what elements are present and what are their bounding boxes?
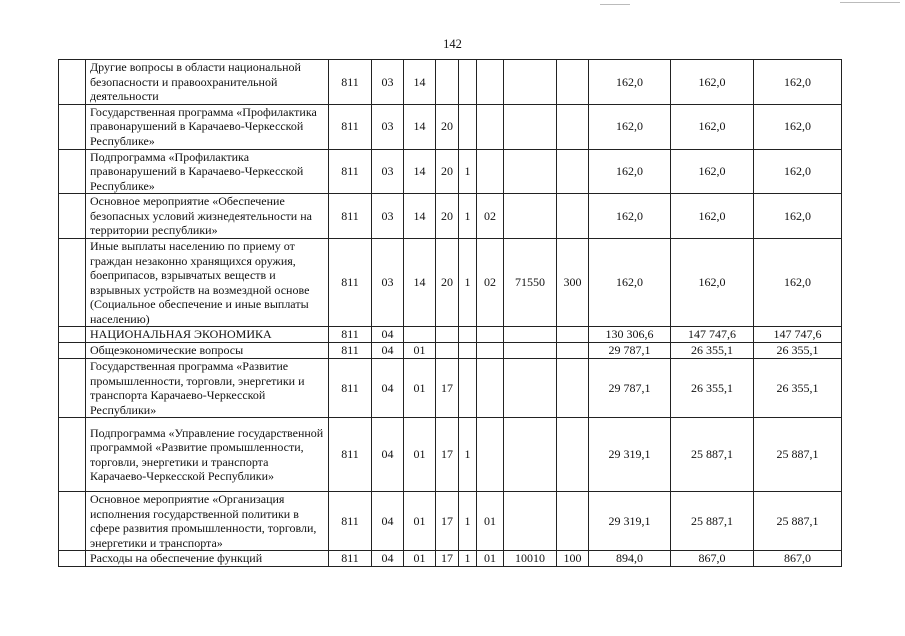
cell-c3: 01 <box>404 551 436 567</box>
cell-c6 <box>477 327 504 343</box>
cell-v1: 29 319,1 <box>589 492 671 551</box>
cell-c3: 14 <box>404 104 436 149</box>
table-row <box>59 492 842 551</box>
cell-c5: 1 <box>459 239 477 327</box>
table-row <box>59 149 842 194</box>
row-name: Иные выплаты населению по приему от граждан незаконно хранящихся оружия, боеприпасов, взрывчатых веществ и взрывных устройств на возмездной основе (Социальное обеспечение и иные выплаты населению) <box>86 239 329 327</box>
cell-c6 <box>477 60 504 105</box>
row-name: Государственная программа «Развитие промышленности, торговли, энергетики и транспорта Карачаево-Черкесской Республики» <box>86 359 329 418</box>
cell-c8 <box>557 359 589 418</box>
cell-c8 <box>557 149 589 194</box>
cell-v3: 162,0 <box>754 239 842 327</box>
cell-c6: 01 <box>477 551 504 567</box>
cell-c3: 14 <box>404 239 436 327</box>
cell-c7: 10010 <box>504 551 557 567</box>
row-margin-cell <box>59 104 86 149</box>
cell-c2: 03 <box>372 239 404 327</box>
cell-c6 <box>477 418 504 492</box>
cell-c6 <box>477 359 504 418</box>
cell-v1: 162,0 <box>589 239 671 327</box>
cell-c7 <box>504 60 557 105</box>
row-margin-cell <box>59 492 86 551</box>
table-row <box>59 418 842 492</box>
scan-artifact <box>840 2 900 3</box>
row-name: Государственная программа «Профилактика правонарушений в Карачаево-Черкесской Республике» <box>86 104 329 149</box>
cell-c6 <box>477 149 504 194</box>
cell-c6 <box>477 343 504 359</box>
cell-c1: 811 <box>329 60 372 105</box>
row-name: Основное мероприятие «Организация исполнения государственной политики в сфере развития промышленности, торговли, энергетики и транспорта» <box>86 492 329 551</box>
cell-c3: 14 <box>404 60 436 105</box>
cell-c7: 71550 <box>504 239 557 327</box>
cell-v3: 162,0 <box>754 194 842 239</box>
cell-c7 <box>504 194 557 239</box>
cell-c2: 04 <box>372 343 404 359</box>
cell-c3: 01 <box>404 418 436 492</box>
cell-v3: 147 747,6 <box>754 327 842 343</box>
row-margin-cell <box>59 418 86 492</box>
cell-v2: 162,0 <box>671 149 754 194</box>
cell-v3: 162,0 <box>754 104 842 149</box>
cell-v1: 162,0 <box>589 194 671 239</box>
cell-c4: 17 <box>436 359 459 418</box>
page-number: 142 <box>443 37 462 51</box>
cell-c8 <box>557 492 589 551</box>
row-name: НАЦИОНАЛЬНАЯ ЭКОНОМИКА <box>86 327 329 343</box>
cell-c8: 100 <box>557 551 589 567</box>
cell-c7 <box>504 104 557 149</box>
cell-v3: 162,0 <box>754 60 842 105</box>
cell-c3 <box>404 327 436 343</box>
table-row <box>59 194 842 239</box>
cell-c2: 03 <box>372 104 404 149</box>
cell-v3: 867,0 <box>754 551 842 567</box>
row-margin-cell <box>59 194 86 239</box>
cell-c5: 1 <box>459 492 477 551</box>
cell-c1: 811 <box>329 149 372 194</box>
cell-c4: 20 <box>436 194 459 239</box>
scan-artifact <box>600 4 630 5</box>
cell-v2: 867,0 <box>671 551 754 567</box>
cell-v2: 162,0 <box>671 194 754 239</box>
cell-c5: 1 <box>459 551 477 567</box>
cell-c4: 17 <box>436 418 459 492</box>
cell-c5 <box>459 343 477 359</box>
cell-v1: 29 787,1 <box>589 359 671 418</box>
cell-c1: 811 <box>329 104 372 149</box>
cell-c2: 04 <box>372 327 404 343</box>
cell-c5: 1 <box>459 194 477 239</box>
cell-v3: 26 355,1 <box>754 359 842 418</box>
cell-c8 <box>557 60 589 105</box>
cell-v2: 162,0 <box>671 60 754 105</box>
cell-v1: 894,0 <box>589 551 671 567</box>
cell-c4 <box>436 327 459 343</box>
cell-c1: 811 <box>329 492 372 551</box>
cell-c1: 811 <box>329 194 372 239</box>
cell-c8 <box>557 418 589 492</box>
table-row <box>59 60 842 105</box>
cell-c5 <box>459 104 477 149</box>
table-row <box>59 359 842 418</box>
cell-c7 <box>504 418 557 492</box>
row-name: Расходы на обеспечение функций <box>86 551 329 567</box>
cell-c7 <box>504 359 557 418</box>
row-margin-cell <box>59 327 86 343</box>
cell-c7 <box>504 327 557 343</box>
cell-c6: 02 <box>477 239 504 327</box>
cell-v1: 162,0 <box>589 104 671 149</box>
cell-c2: 04 <box>372 551 404 567</box>
row-name: Основное мероприятие «Обеспечение безопасных условий жизнедеятельности на территории республики» <box>86 194 329 239</box>
cell-c4: 20 <box>436 239 459 327</box>
cell-v2: 25 887,1 <box>671 492 754 551</box>
cell-v2: 147 747,6 <box>671 327 754 343</box>
table-row <box>59 104 842 149</box>
cell-c8 <box>557 194 589 239</box>
cell-c4 <box>436 60 459 105</box>
row-name: Подпрограмма «Управление государственной программой «Развитие промышленности, торговли, энергетики и транспорта Карачаево-Черкесской Республики» <box>86 418 329 492</box>
cell-c2: 04 <box>372 418 404 492</box>
cell-c1: 811 <box>329 239 372 327</box>
cell-c3: 01 <box>404 492 436 551</box>
cell-c3: 14 <box>404 194 436 239</box>
cell-c8: 300 <box>557 239 589 327</box>
row-name: Другие вопросы в области национальной безопасности и правоохранительной деятельности <box>86 60 329 105</box>
cell-c1: 811 <box>329 551 372 567</box>
cell-c1: 811 <box>329 359 372 418</box>
cell-c4: 17 <box>436 551 459 567</box>
cell-c2: 03 <box>372 194 404 239</box>
cell-c5 <box>459 327 477 343</box>
row-name: Подпрограмма «Профилактика правонарушений в Карачаево-Черкесской Республике» <box>86 149 329 194</box>
cell-c3: 14 <box>404 149 436 194</box>
cell-c6: 01 <box>477 492 504 551</box>
row-name: Общеэкономические вопросы <box>86 343 329 359</box>
cell-c4: 20 <box>436 104 459 149</box>
cell-c7 <box>504 343 557 359</box>
cell-c6 <box>477 104 504 149</box>
cell-c4: 20 <box>436 149 459 194</box>
cell-v3: 25 887,1 <box>754 492 842 551</box>
cell-c8 <box>557 343 589 359</box>
cell-c4 <box>436 343 459 359</box>
cell-v1: 29 319,1 <box>589 418 671 492</box>
row-margin-cell <box>59 60 86 105</box>
cell-v2: 26 355,1 <box>671 343 754 359</box>
row-margin-cell <box>59 239 86 327</box>
cell-c8 <box>557 104 589 149</box>
row-margin-cell <box>59 359 86 418</box>
row-margin-cell <box>59 551 86 567</box>
cell-v3: 25 887,1 <box>754 418 842 492</box>
cell-v2: 162,0 <box>671 104 754 149</box>
cell-c2: 04 <box>372 492 404 551</box>
cell-v3: 162,0 <box>754 149 842 194</box>
cell-c5: 1 <box>459 418 477 492</box>
cell-v1: 29 787,1 <box>589 343 671 359</box>
row-margin-cell <box>59 149 86 194</box>
row-margin-cell <box>59 343 86 359</box>
cell-v2: 26 355,1 <box>671 359 754 418</box>
cell-v1: 130 306,6 <box>589 327 671 343</box>
cell-v3: 26 355,1 <box>754 343 842 359</box>
table-row <box>59 343 842 359</box>
cell-c6: 02 <box>477 194 504 239</box>
cell-c3: 01 <box>404 343 436 359</box>
cell-v2: 25 887,1 <box>671 418 754 492</box>
cell-c7 <box>504 492 557 551</box>
table-row <box>59 239 842 327</box>
cell-c5 <box>459 60 477 105</box>
cell-v1: 162,0 <box>589 149 671 194</box>
cell-c3: 01 <box>404 359 436 418</box>
cell-c5: 1 <box>459 149 477 194</box>
cell-c5 <box>459 359 477 418</box>
cell-c8 <box>557 327 589 343</box>
cell-v2: 162,0 <box>671 239 754 327</box>
cell-c1: 811 <box>329 343 372 359</box>
cell-c2: 03 <box>372 60 404 105</box>
cell-c2: 04 <box>372 359 404 418</box>
cell-c7 <box>504 149 557 194</box>
cell-c1: 811 <box>329 327 372 343</box>
cell-c4: 17 <box>436 492 459 551</box>
budget-table <box>58 59 842 567</box>
table-row <box>59 327 842 343</box>
cell-c1: 811 <box>329 418 372 492</box>
cell-v1: 162,0 <box>589 60 671 105</box>
table-row <box>59 551 842 567</box>
cell-c2: 03 <box>372 149 404 194</box>
